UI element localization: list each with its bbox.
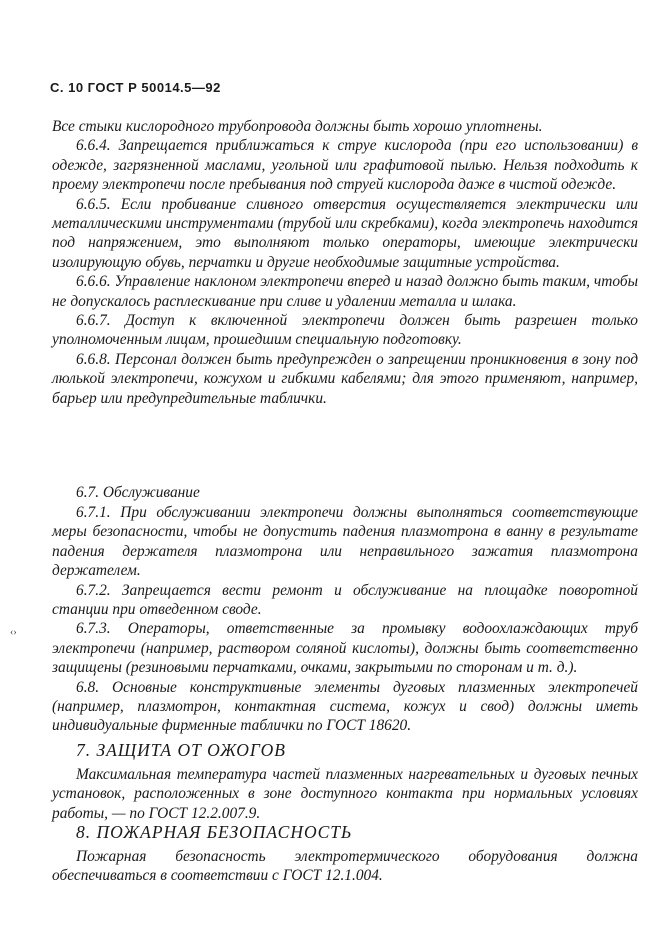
paragraph-6-7-3: 6.7.3. Операторы, ответственные за промывку водоохлаждающих труб электропечи (например, раствором соляной кислоты), должны быть соответственно защищены (резиновыми перчатками, очками, закрытыми по сторонам и т. д.). [52, 620, 638, 677]
margin-mark: ‹› [10, 627, 17, 638]
section-7-title: 7. ЗАЩИТА ОТ ОЖОГОВ [76, 740, 286, 760]
paragraph-6-7-2: 6.7.2. Запрещается вести ремонт и обслуживание на площадке поворотной станции при отведенном своде. [52, 581, 638, 619]
paragraph-8: Пожарная безопасность электротермического оборудования должна обеспечиваться в соответствии с ГОСТ 12.1.004. [52, 848, 638, 885]
paragraph-6-6-4: 6.6.4. Запрещается приближаться к струе кислорода (при его использовании) в одежде, загрязненной маслами, угольной или графитовой пылью. Нельзя подходить к проему электропечи после пребывания под струей кислорода даже в чистой одежде. [52, 137, 638, 194]
paragraph-6-6-7: 6.6.7. Доступ к включенной электропечи должен быть разрешен только уполномоченным лицам, прошедшим специальную подготовку. [52, 312, 638, 349]
paragraph-6-6-6: 6.6.6. Управление наклоном электропечи вперед и назад должно быть таким, чтобы не допускалось расплескивание при сливе и удалении металла и шлака. [52, 273, 638, 310]
section-8-title: 8. ПОЖАРНАЯ БЕЗОПАСНОСТЬ [76, 822, 353, 842]
section-8-body [52, 847, 638, 886]
intro-paragraph: Все стыки кислородного трубопровода должны быть хорошо уплотнены. [52, 118, 543, 135]
section-7-body [52, 765, 638, 823]
section-6-6-body [52, 117, 638, 408]
paragraph-6-8: 6.8. Основные конструктивные элементы дуговых плазменных электропечей (например, плазмотрон, контактная система, кожух и свод) должны иметь индивидуальные фирменные таблички по ГОСТ 18620. [52, 678, 638, 735]
paragraph-6-6-8: 6.6.8. Персонал должен быть предупрежден о запрещении проникновения в зону под люлькой электропечи, кожухом и гибкими кабелями; для этого применяют, например, барьер или предупредительные таблички. [52, 350, 638, 407]
paragraph-6-7-1: 6.7.1. При обслуживании электропечи должны выполняться соответствующие меры безопасности, чтобы не допустить падения плазмотрона в ванну в результате падения держателя плазмотрона или неправильного зажатия плазмотрона держателем. [52, 504, 638, 580]
section-6-7-body [52, 503, 638, 736]
paragraph-6-6-5: 6.6.5. Если пробивание сливного отверстия осуществляется электрически или металлическими инструментами (трубой или скребками), когда электропечь находится под напряжением, это выполняют только операторы, имеющие электрически изолирующую обувь, перчатки и другие необходимые защитные устройства. [52, 195, 638, 271]
paragraph-7: Максимальная температура частей плазменных нагревательных и дуговых печных установок, расположенных в зоне доступного контакта при нормальных условиях работы, — по ГОСТ 12.2.007.9. [52, 766, 638, 822]
page-header: С. 10 ГОСТ Р 50014.5—92 [50, 80, 221, 95]
section-6-7-heading: 6.7. Обслуживание [76, 484, 200, 501]
